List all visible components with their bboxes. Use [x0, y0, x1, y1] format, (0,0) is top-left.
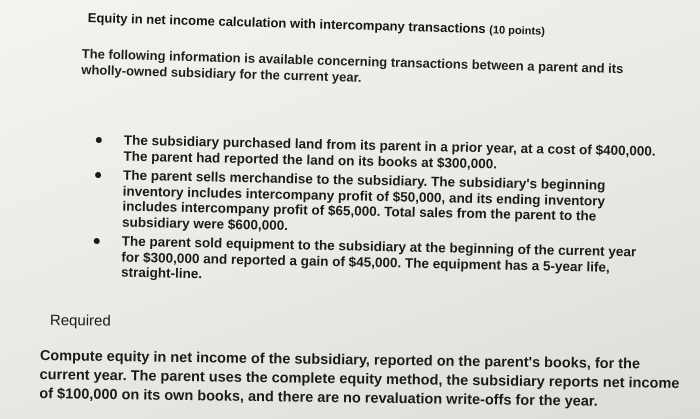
- bullet-dot-icon: [95, 172, 101, 178]
- required-heading: Required: [49, 312, 111, 330]
- bullet-item-equipment: [93, 233, 654, 291]
- bullet-text: The subsidiary purchased land from its parent in a prior year, at a cost of $400,000. The parent had reported the land on its books at $300,000.: [123, 132, 656, 171]
- question-paragraph: Compute equity in net income of the subsidiary, reported on the parent's books, for the current year. The parent uses the complete equity method, the subsidiary reports net income of $100,000 on its own books, and there are no revaluation write-offs for the year.: [39, 347, 680, 410]
- bullet-dot-icon: [94, 238, 100, 244]
- problem-title-text: Equity in net income calculation with intercompany transactions: [87, 10, 486, 37]
- bullet-item-merchandise: [94, 167, 655, 241]
- points-label: (10 points): [489, 24, 546, 38]
- bullet-text: The parent sells merchandise to the subsidiary. The subsidiary's beginning inventory includes intercompany profit of $50,000, and its ending inventory includes intercompany profit of $65,000. Total sales from the parent to the subsidiary were $600,000.: [121, 167, 606, 233]
- bullet-list: [93, 132, 656, 295]
- bullet-text: The parent sold equipment to the subsidiary at the beginning of the current year for $300,000 and reported a gain of $45,000. The equipment has a 5-year life, straight-line.: [120, 233, 637, 282]
- bullet-dot-icon: [96, 137, 102, 143]
- problem-title: [88, 10, 546, 38]
- intro-paragraph: The following information is available concerning transactions between a parent and its wholly-owned subsidiary for the current year.: [81, 46, 624, 85]
